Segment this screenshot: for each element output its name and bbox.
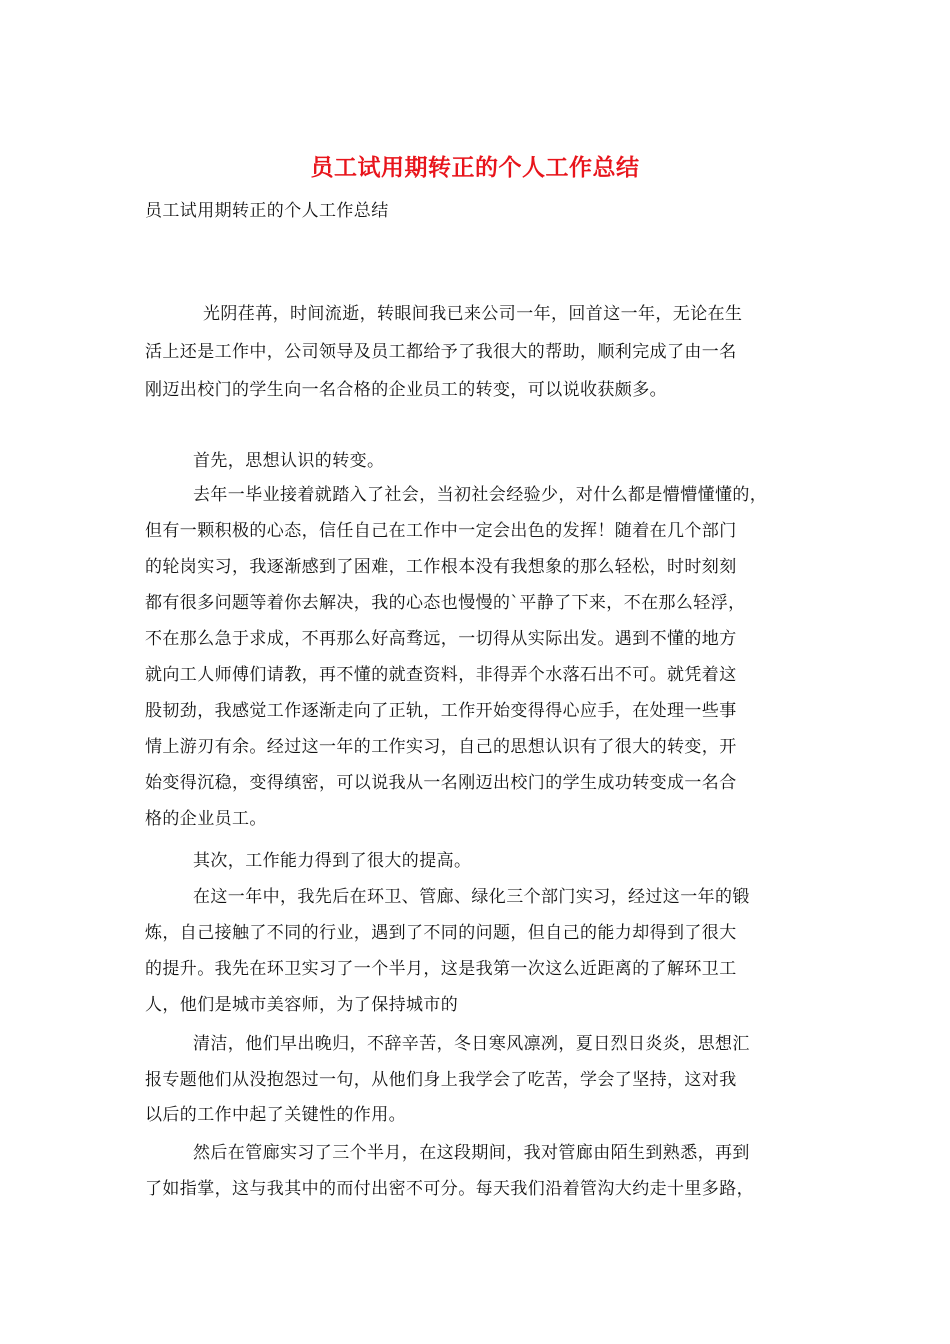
paragraph-line: 不在那么急于求成，不再那么好高骛远，一切得从实际出发。遇到不懂的地方 (145, 629, 737, 649)
paragraph-line: 刚迈出校门的学生向一名合格的企业员工的转变，可以说收获颇多。 (145, 380, 667, 400)
paragraph-line: 了如指掌，这与我其中的而付出密不可分。每天我们沿着管沟大约走十里多路， (145, 1179, 754, 1199)
paragraph-line: 但有一颗积极的心态，信任自己在工作中一定会出色的发挥！随着在几个部门 (145, 521, 737, 541)
document-title: 员工试用期转正的个人工作总结 (310, 154, 640, 181)
section-heading: 首先，思想认识的转变。 (193, 451, 385, 471)
paragraph-line: 的提升。我先在环卫实习了一个半月，这是我第一次这么近距离的了解环卫工 (145, 959, 737, 979)
paragraph-line: 报专题他们从没抱怨过一句，从他们身上我学会了吃苦，学会了坚持，这对我 (145, 1070, 737, 1090)
paragraph-line: 格的企业员工。 (145, 809, 267, 829)
paragraph-line: 情上游刃有余。经过这一年的工作实习，自己的思想认识有了很大的转变，开 (145, 737, 737, 757)
paragraph-line: 始变得沉稳，变得缜密，可以说我从一名刚迈出校门的学生成功转变成一名合 (145, 773, 737, 793)
paragraph-line: 去年一毕业接着就踏入了社会，当初社会经验少，对什么都是懵懵懂懂的， (193, 485, 768, 505)
paragraph-line: 股韧劲，我感觉工作逐渐走向了正轨，工作开始变得得心应手，在处理一些事 (145, 701, 737, 721)
paragraph-line: 炼，自己接触了不同的行业，遇到了不同的问题，但自己的能力却得到了很大 (145, 923, 737, 943)
paragraph-line: 人，他们是城市美容师，为了保持城市的 (145, 995, 459, 1015)
document-subtitle: 员工试用期转正的个人工作总结 (145, 201, 389, 221)
paragraph-line: 光阴荏苒，时间流逝，转眼间我已来公司一年，回首这一年，无论在生 (203, 304, 743, 324)
paragraph-line: 然后在管廊实习了三个半月，在这段期间，我对管廊由陌生到熟悉，再到 (193, 1143, 750, 1163)
paragraph-line: 以后的工作中起了关键性的作用。 (145, 1105, 406, 1125)
paragraph-line: 都有很多问题等着你去解决，我的心态也慢慢的`平静了下来，不在那么轻浮， (145, 593, 746, 613)
paragraph-line: 在这一年中，我先后在环卫、管廊、绿化三个部门实习，经过这一年的锻 (193, 887, 750, 907)
paragraph-line: 就向工人师傅们请教，再不懂的就查资料，非得弄个水落石出不可。就凭着这 (145, 665, 737, 685)
paragraph-line: 清洁，他们早出晚归，不辞辛苦，冬日寒风凛冽，夏日烈日炎炎，思想汇 (193, 1034, 750, 1054)
paragraph-line: 的轮岗实习，我逐渐感到了困难，工作根本没有我想象的那么轻松，时时刻刻 (145, 557, 737, 577)
section-heading: 其次，工作能力得到了很大的提高。 (193, 851, 472, 871)
paragraph-line: 活上还是工作中，公司领导及员工都给予了我很大的帮助，顺利完成了由一名 (145, 342, 737, 362)
